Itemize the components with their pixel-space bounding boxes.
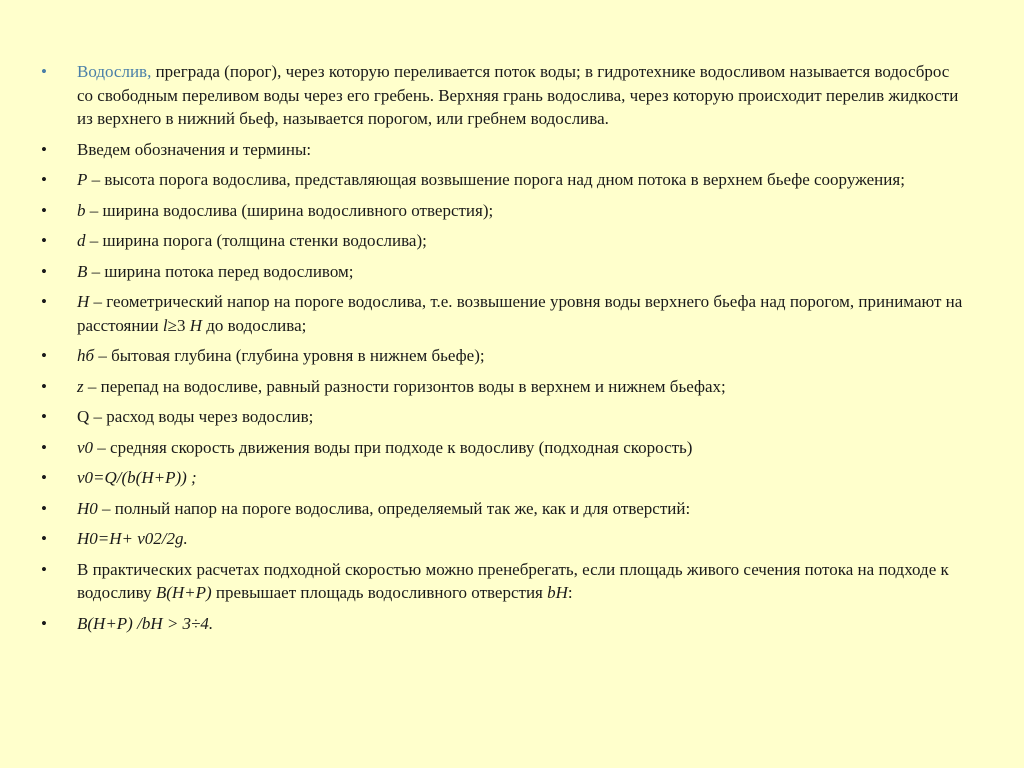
symbol: B	[77, 261, 88, 281]
list-item-b	[0, 199, 1024, 223]
bullet-icon: •	[41, 498, 47, 518]
item-text: – геометрический напор на пороге водослива, т.е. возвышение уровня воды верхнего бьефа над порогом, принимают на расстоянии	[77, 292, 963, 335]
item-text: превышает площадь водосливного отверстия	[211, 583, 548, 602]
list-item-formula-v0	[0, 466, 1024, 490]
item-text: :	[567, 583, 573, 602]
bullet-icon: •	[41, 62, 47, 81]
bullet-icon: •	[41, 407, 47, 426]
symbol: d	[77, 231, 86, 250]
definition-text: преграда (порог), через которую переливается поток воды; в гидротехнике водосливом называется водосброс со свободным переливом воды через его гребень. Верхняя грань водослива, через которую происходит перелив жидкости из верхнего в нижний бьеф, называется порогом, или гребнем водослива.	[77, 62, 959, 128]
bullet-icon: •	[41, 231, 47, 250]
bullet-icon: •	[41, 613, 47, 633]
list-item-p	[0, 168, 1024, 192]
symbol: v0	[77, 437, 94, 457]
symbol: b	[77, 200, 86, 220]
slide-content	[0, 60, 1024, 642]
formula: v0=Q/(b(H+P)) ;	[77, 468, 197, 487]
list-item-Q	[0, 405, 1024, 429]
item-text: – бытовая глубина (глубина уровня в нижнем бьефе);	[94, 346, 485, 365]
bullet-icon: •	[41, 559, 47, 579]
item-text: – полный напор на пороге водослива, определяемый так же, как и для отверстий:	[97, 498, 691, 518]
item-text: – перепад на водосливе, равный разности горизонтов воды в верхнем и нижнем бьефах;	[83, 376, 726, 396]
symbol: z	[77, 376, 84, 396]
item-text: – ширина потока перед водосливом;	[87, 261, 354, 281]
term-vodosliv: Водослив,	[77, 62, 156, 81]
symbol: H	[189, 315, 202, 335]
list-item-d	[0, 229, 1024, 253]
list-item-practical	[0, 558, 1024, 605]
item-text: ≥3	[167, 315, 190, 335]
list-item-formula-H0	[0, 527, 1024, 551]
bullet-icon: •	[41, 437, 47, 457]
bullet-icon: •	[41, 292, 47, 311]
symbol: hб	[77, 346, 95, 365]
symbol: P	[77, 170, 88, 189]
symbol: H	[77, 292, 90, 311]
item-text: – ширина водослива (ширина водосливного отверстия);	[85, 200, 494, 220]
list-item-formula-ratio	[0, 612, 1024, 636]
list-item-hb	[0, 344, 1024, 368]
intro-text: Введем обозначения и термины:	[77, 139, 312, 159]
bullet-icon: •	[41, 376, 47, 396]
item-text: – ширина порога (толщина стенки водослива);	[85, 231, 427, 250]
bullet-icon: •	[41, 529, 47, 548]
symbol: B(H+P)	[155, 583, 212, 602]
formula: H0=H+ v02/2g.	[77, 529, 188, 548]
bullet-icon: •	[41, 261, 47, 281]
bullet-icon: •	[41, 139, 47, 159]
list-item-z	[0, 375, 1024, 399]
list-item-intro	[0, 138, 1024, 162]
item-text: – высота порога водослива, представляющая возвышение порога над дном потока в верхнем бьефе сооружения;	[87, 170, 905, 189]
item-text: Q – расход воды через водослив;	[77, 407, 314, 426]
bullet-list	[0, 60, 1024, 635]
symbol: l	[162, 315, 168, 335]
symbol: H0	[77, 498, 98, 518]
item-text: до водослива;	[202, 315, 307, 335]
list-item-B	[0, 260, 1024, 284]
item-text: – средняя скорость движения воды при подходе к водосливу (подходная скорость)	[93, 437, 693, 457]
formula: B(H+P) /bH > 3÷4.	[77, 613, 214, 633]
bullet-icon: •	[41, 200, 47, 220]
bullet-icon: •	[41, 170, 47, 189]
list-item-v0	[0, 436, 1024, 460]
bullet-icon: •	[41, 468, 47, 487]
list-item-H	[0, 290, 1024, 337]
bullet-icon: •	[41, 346, 47, 365]
list-item-definition	[0, 60, 1024, 131]
symbol: bH	[547, 583, 568, 602]
list-item-H0	[0, 497, 1024, 521]
item-text: В практических расчетах подходной скоростью можно пренебрегать, если площадь живого сечения потока на подходе к водосливу	[77, 559, 949, 602]
